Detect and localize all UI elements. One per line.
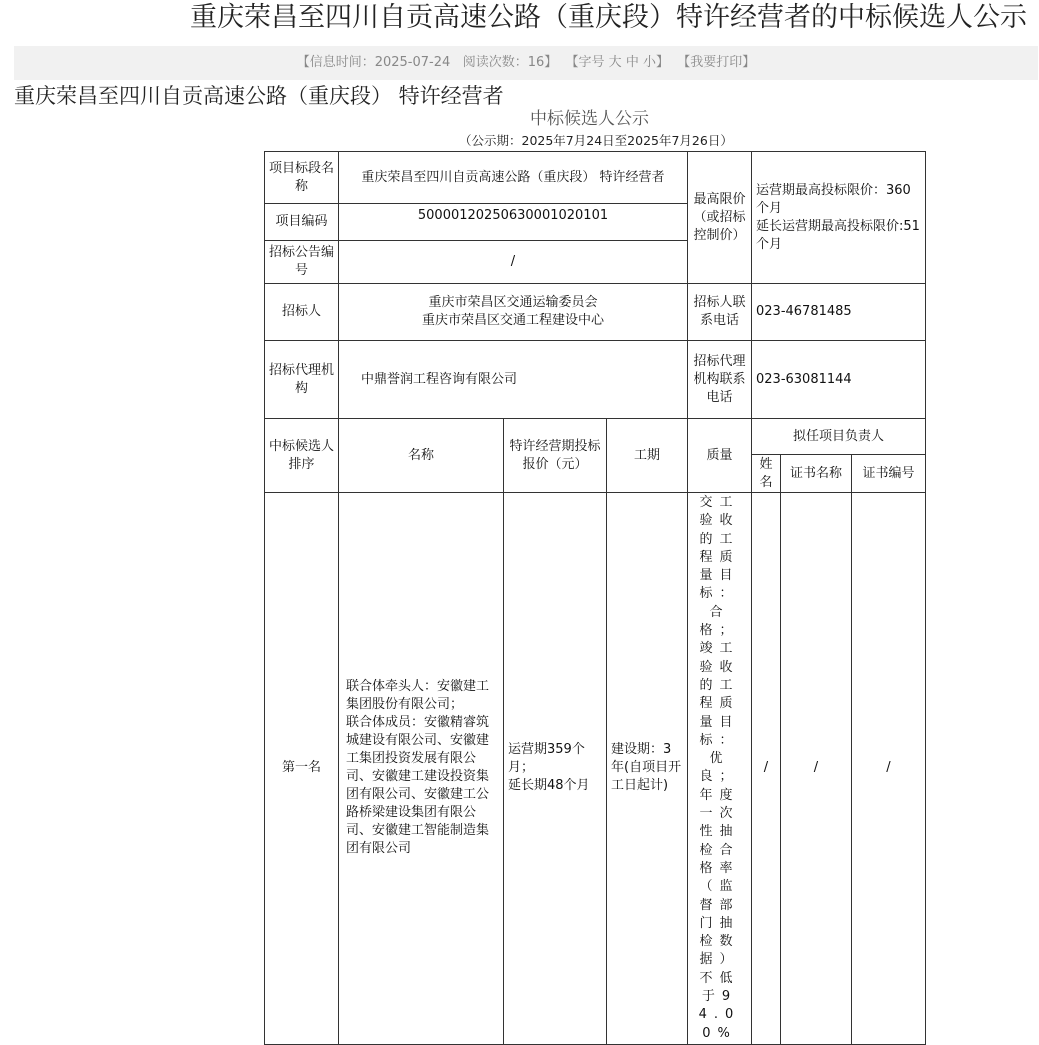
header-quote: 特许经营期投标报价（元） (504, 419, 607, 493)
font-small-link[interactable]: 小】 (642, 55, 669, 70)
max-price-value: 运营期最高投标限价：360个月 延长运营期最高投标限价:51个月 (752, 152, 926, 284)
project-code-value: 500001202506300010201​01 (339, 204, 688, 241)
agency-phone-value: 023-63081144 (752, 341, 926, 419)
doc-period: （公示期：2025年7月24日至2025年7月26日） (459, 133, 733, 148)
row-name: 联合体牵头人：安徽建工集团股份有限公司； 联合体成员：安徽精睿筑城建设有限公司、安徽建工集团投资发展有限公司、安徽建工建设投资集团有限公司、安徽建工公路桥梁建设集团有限公司、安徽建工智能制造集团有限公司 (339, 493, 504, 1045)
project-name-label: 项目标段名称 (265, 152, 339, 204)
tenderer-phone-label: 招标人联系电话 (688, 284, 752, 341)
table-row (265, 493, 926, 1045)
agency-phone-label: 招标代理机构联系电话 (688, 341, 752, 419)
header-name: 名称 (339, 419, 504, 493)
info-time-label: 【信息时间： (296, 55, 375, 70)
row-duration: 建设期：3年(自项目开工日起计) (607, 493, 688, 1045)
row-quality: 交工验收的工程质量目标：合格；竣工验收的工程质量目标：优良；年度一次性抽检合格率（监督部门抽检数据）不低于94.00% (688, 493, 752, 1045)
header-quality: 质量 (688, 419, 752, 493)
header-cert-no: 证书编号 (852, 455, 926, 493)
row-manager-name: / (752, 493, 781, 1045)
doc-heading: 重庆荣昌至四川自贡高速公路（重庆段） 特许经营者 (14, 84, 504, 108)
header-rank: 中标候选人排序 (265, 419, 339, 493)
agency-label: 招标代理机构 (265, 341, 339, 419)
header-manager: 拟任项目负责人 (752, 419, 926, 455)
header-duration: 工期 (607, 419, 688, 493)
font-size-label: 【字号 (565, 55, 605, 70)
info-time-value: 2025-07-24 (374, 55, 451, 70)
notice-no-label: 招标公告编号 (265, 241, 339, 284)
agency-value: 中鼎誉润工程咨询有限公司 (339, 341, 688, 419)
doc-subheading: 中标候选人公示 (530, 109, 649, 129)
max-price-label: 最高限价（或招标控制价） (688, 152, 752, 284)
header-cert-name: 证书名称 (781, 455, 852, 493)
font-large-link[interactable]: 大 (608, 55, 622, 70)
print-link[interactable]: 【我要打印】 (677, 55, 756, 70)
info-bar (14, 46, 1038, 80)
project-name-value: 重庆荣昌至四川自贡高速公路（重庆段） 特许经营者 (339, 152, 688, 204)
row-cert-no: / (852, 493, 926, 1045)
info-views-label: 阅读次数： (462, 55, 528, 70)
row-rank: 第一名 (265, 493, 339, 1045)
tenderer-label: 招标人 (265, 284, 339, 341)
row-cert-name: / (781, 493, 852, 1045)
page-title: 重庆荣昌至四川自贡高速公路（重庆段）特许经营者的中标候选人公示 (190, 2, 1027, 33)
tenderer-phone-value: 023-46781485 (752, 284, 926, 341)
info-views-value: 16】 (527, 55, 558, 70)
bid-table (264, 151, 926, 1045)
notice-no-value: / (339, 241, 688, 284)
row-quote: 运营期359个月； 延长期48个月 (504, 493, 607, 1045)
header-manager-name: 姓名 (752, 455, 781, 493)
tenderer-value: 重庆市荣昌区交通运输委员会 重庆市荣昌区交通工程建设中心 (339, 284, 688, 341)
project-code-label: 项目编码 (265, 204, 339, 241)
font-medium-link[interactable]: 中 (625, 55, 639, 70)
